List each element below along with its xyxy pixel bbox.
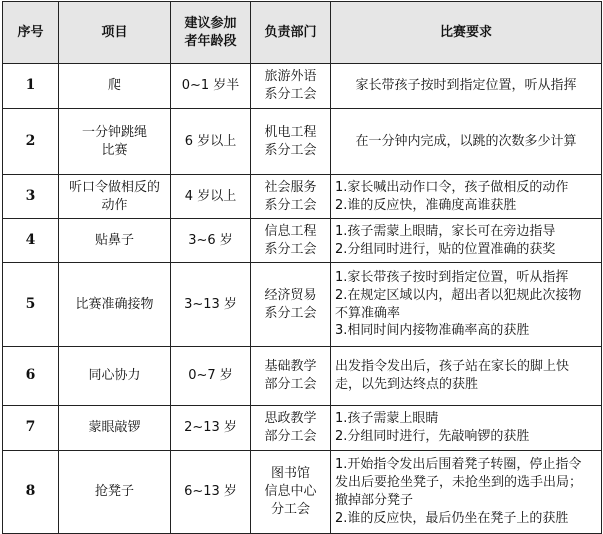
header-no: 序号 [3,2,59,64]
row-dept-line: 旅游外语 [264,69,317,85]
table-header-row [3,2,602,64]
row-req-line: 1.家长喊出动作口令，孩子做相反的动作 [335,179,569,195]
row-item-line: 比赛 [101,142,128,158]
row-number: 6 [3,347,59,406]
row-req-line: 1.孩子需蒙上眼睛 [335,411,439,427]
row-req-line: 2.谁的反应快，最后仍坐在凳子上的获胜 [335,510,569,526]
row-dept [251,175,331,219]
table-row [3,451,602,534]
row-dept-line: 经济贸易 [264,287,317,303]
row-req-line: 2.谁的反应快，准确度高谁获胜 [335,197,517,213]
row-age: 3~13 岁 [171,263,251,347]
row-dept-line: 系分工会 [264,142,317,158]
row-item [59,263,171,347]
row-age: 6~13 岁 [171,451,251,534]
row-dept-line: 系分工会 [264,197,317,213]
row-req-line: 1.孩子需蒙上眼睛，家长可在旁边指导 [335,223,556,239]
row-req-line: 撤掉部分凳子 [335,493,414,508]
row-age: 3~6 岁 [171,219,251,263]
row-item [59,175,171,219]
row-number: 1 [3,64,59,109]
table-row [3,64,602,109]
row-req-line: 在一分钟内完成，以跳的次数多少计算 [355,133,577,149]
row-req-line: 发出后要抢坐凳子，未抢坐到的选手出局； [335,475,583,491]
row-item-line: 贴鼻子 [94,232,134,248]
row-item-line: 比赛准确接物 [75,296,154,312]
row-dept-line: 思政教学 [264,411,317,427]
table-row [3,347,602,406]
row-dept [251,219,331,263]
row-item-line: 一分钟跳绳 [81,124,147,140]
row-req [331,451,602,534]
row-req-line: 3.相同时间内接物准确率高的获胜 [335,323,530,339]
table-row [3,109,602,175]
row-req-line: 1.家长带孩子按时到指定位置，听从指挥 [335,269,569,285]
row-item-line: 同心协力 [88,368,141,384]
row-dept [251,451,331,534]
table-row [3,263,602,347]
header-item: 项目 [59,2,171,64]
row-age: 6 岁以上 [171,109,251,175]
row-dept [251,109,331,175]
row-dept-line: 信息工程 [264,223,317,239]
header-dept: 负责部门 [251,2,331,64]
row-req-line: 1.开始指令发出后围着凳子转圈，停止指令 [335,457,582,473]
row-number: 8 [3,451,59,534]
row-dept [251,263,331,347]
row-age: 0~7 岁 [171,347,251,406]
row-number: 4 [3,219,59,263]
row-req-line: 家长带孩子按时到指定位置，听从指挥 [355,78,577,94]
row-dept-line: 图书馆 [270,466,310,482]
row-req-line: 2.分组同时进行，先敲响锣的获胜 [335,429,530,444]
row-req [331,406,602,451]
row-req [331,175,602,219]
row-dept-line: 系分工会 [264,241,317,257]
row-req [331,109,602,175]
row-req [331,219,602,263]
table-row [3,219,602,263]
row-item [59,219,171,263]
row-item-line: 蒙眼敲锣 [88,420,141,436]
row-req-line: 不算准确率 [335,305,401,321]
row-number: 2 [3,109,59,175]
row-dept [251,406,331,451]
row-item-line: 抢凳子 [94,484,134,500]
row-age: 2~13 岁 [171,406,251,451]
table-row [3,175,602,219]
table-row [3,406,602,451]
header-age [171,2,251,64]
row-req [331,64,602,109]
row-req [331,347,602,406]
row-dept-line: 系分工会 [264,305,317,321]
row-dept-line: 部分工会 [264,429,317,444]
row-req-line: 2.分组同时进行，贴的位置准确的获奖 [335,241,556,257]
row-dept-line: 部分工会 [264,377,317,392]
row-req-line: 2.在规定区域以内，超出者以犯规此次接物 [335,287,582,303]
row-number: 5 [3,263,59,347]
row-dept-line: 系分工会 [264,87,317,102]
row-item [59,109,171,175]
row-req-line: 走，以先到达终点的获胜 [335,377,479,392]
row-dept [251,347,331,406]
row-dept-line: 机电工程 [264,124,317,140]
row-item-line: 听口令做相反的 [68,179,160,195]
row-item [59,451,171,534]
row-dept-line: 基础教学 [264,359,317,375]
activity-table [2,1,602,534]
header-age-line2: 者年龄段 [184,33,237,49]
row-item [59,64,171,109]
row-item-line: 爬 [107,78,121,94]
row-item [59,406,171,451]
row-item-line: 动作 [101,197,128,213]
header-age-line1: 建议参加 [184,15,237,31]
row-req-line: 出发指令发出后，孩子站在家长的脚上快 [335,359,570,375]
row-dept-line: 信息中心 [264,484,317,500]
row-age: 4 岁以上 [171,175,251,219]
row-number: 7 [3,406,59,451]
row-req [331,263,602,347]
row-age: 0~1 岁半 [171,64,251,109]
row-dept-line: 社会服务 [264,179,317,195]
row-dept [251,64,331,109]
header-req: 比赛要求 [331,2,602,64]
row-number: 3 [3,175,59,219]
row-dept-line: 分工会 [270,501,310,517]
row-item [59,347,171,406]
